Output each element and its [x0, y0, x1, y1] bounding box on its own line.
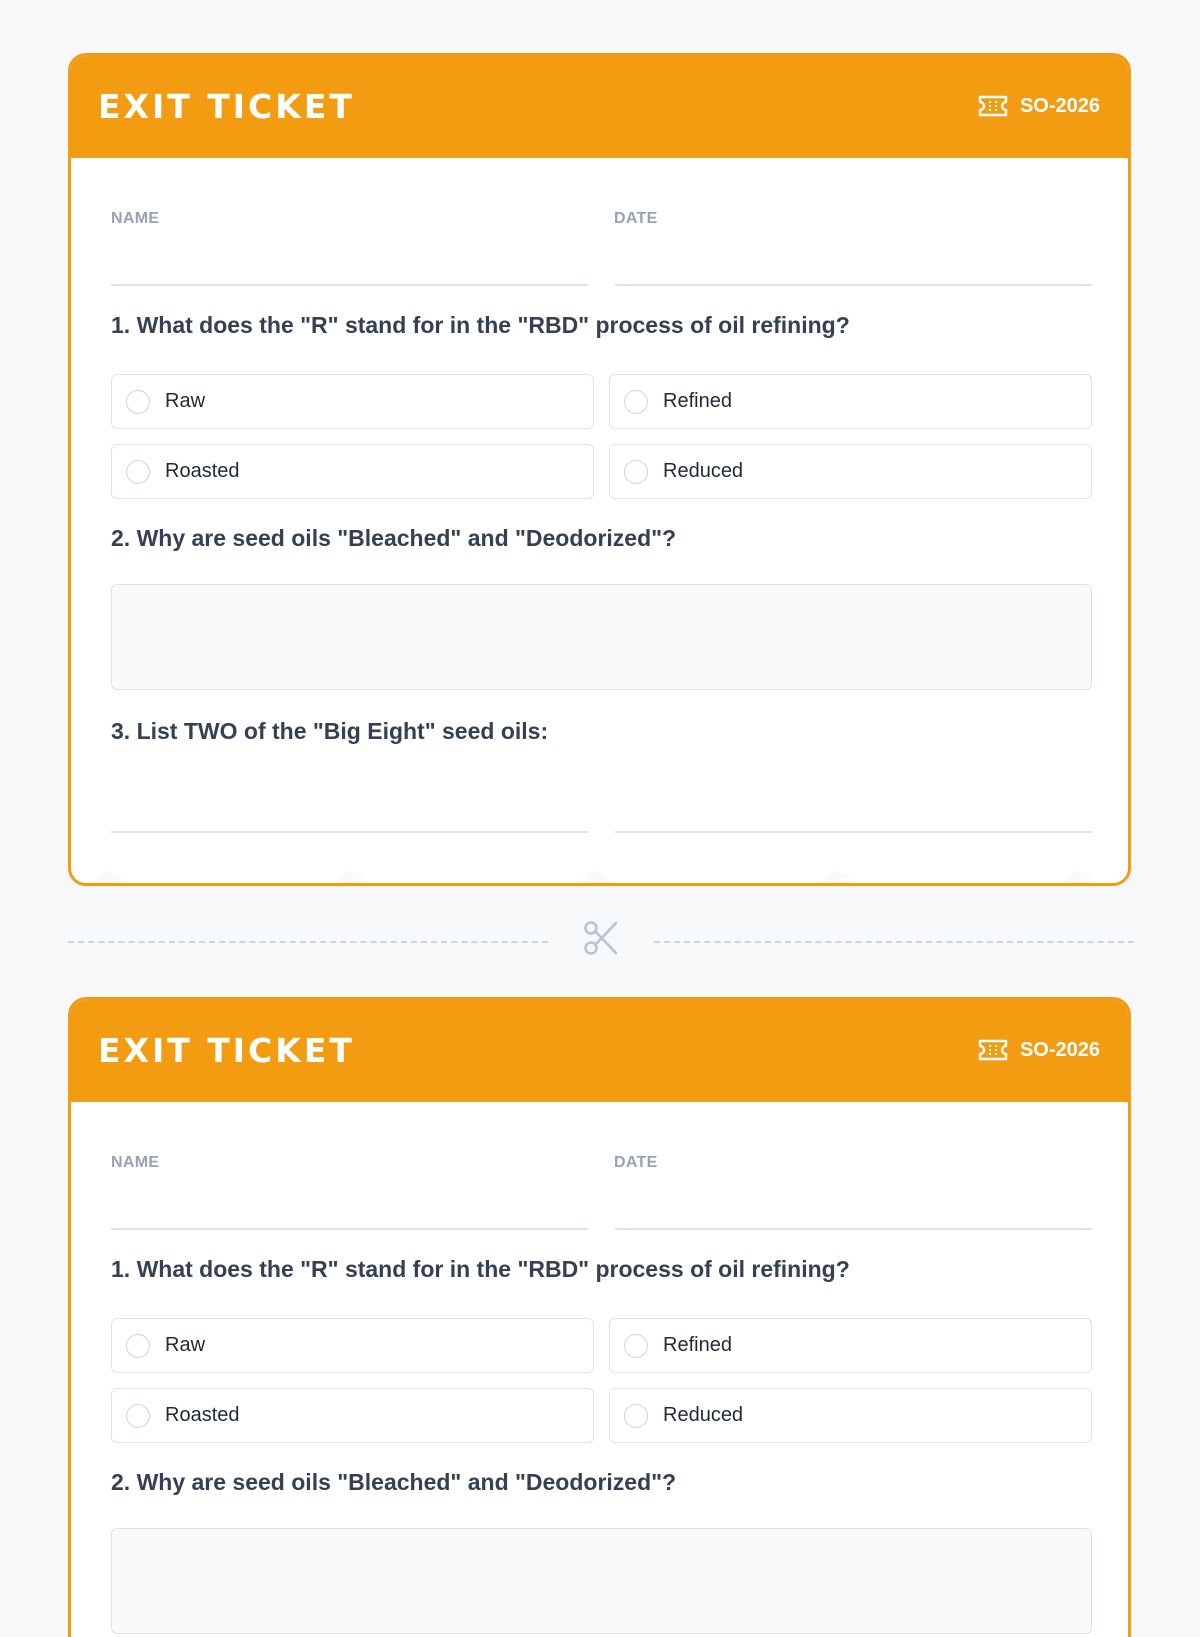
name-label: NAME — [111, 210, 160, 227]
ticket-code: SO-2026 — [1019, 1039, 1100, 1061]
ticket-code-badge — [978, 1038, 1100, 1062]
question-2: 2. Why are seed oils "Bleached" and "Deodorized"? — [111, 525, 677, 551]
option-label: Roasted — [165, 1404, 240, 1426]
ticket-code: SO-2026 — [1019, 95, 1100, 117]
answer-textarea[interactable] — [111, 584, 1092, 690]
name-label: NAME — [111, 1154, 160, 1171]
name-field[interactable] — [111, 284, 588, 286]
question-1: 1. What does the "R" stand for in the "RBD" process of oil refining? — [111, 1256, 850, 1282]
ticket-icon — [978, 1039, 1008, 1061]
ticket-title: EXIT TICKET — [98, 87, 355, 126]
radio-button[interactable] — [624, 460, 648, 484]
option-roasted[interactable] — [111, 1388, 594, 1443]
option-label: Reduced — [663, 1404, 744, 1426]
option-label: Raw — [165, 390, 206, 412]
option-label: Raw — [165, 1334, 206, 1356]
perforation-notch — [581, 871, 609, 886]
exit-ticket-1 — [68, 53, 1131, 886]
cut-line-right — [654, 941, 1134, 943]
radio-button[interactable] — [624, 1404, 648, 1428]
ticket-header — [71, 56, 1128, 158]
perforation-notch — [95, 871, 123, 886]
option-refined[interactable] — [609, 1318, 1092, 1373]
option-reduced[interactable] — [609, 1388, 1092, 1443]
perforation-notch — [1065, 871, 1093, 886]
date-label: DATE — [614, 1154, 658, 1171]
answer-textarea[interactable] — [111, 1528, 1092, 1634]
date-field[interactable] — [615, 284, 1092, 286]
radio-button[interactable] — [624, 390, 648, 414]
radio-button[interactable] — [624, 1334, 648, 1358]
option-label: Roasted — [165, 460, 240, 482]
exit-ticket-2 — [68, 997, 1131, 1637]
radio-button[interactable] — [126, 390, 150, 414]
question-3: 3. List TWO of the "Big Eight" seed oils: — [111, 718, 549, 744]
perforation-notch — [337, 871, 365, 886]
option-label: Reduced — [663, 460, 744, 482]
name-field[interactable] — [111, 1228, 588, 1230]
option-raw[interactable] — [111, 374, 594, 429]
ticket-header — [71, 1000, 1128, 1102]
date-field[interactable] — [615, 1228, 1092, 1230]
question-2: 2. Why are seed oils "Bleached" and "Deodorized"? — [111, 1469, 677, 1495]
option-refined[interactable] — [609, 374, 1092, 429]
option-label: Refined — [663, 390, 732, 412]
perforation-notch — [823, 871, 851, 886]
option-raw[interactable] — [111, 1318, 594, 1373]
option-reduced[interactable] — [609, 444, 1092, 499]
radio-button[interactable] — [126, 1404, 150, 1428]
option-roasted[interactable] — [111, 444, 594, 499]
option-label: Refined — [663, 1334, 732, 1356]
seed-oil-answer-1[interactable] — [111, 831, 588, 833]
seed-oil-answer-2[interactable] — [615, 831, 1092, 833]
scissors-icon — [582, 919, 618, 957]
radio-button[interactable] — [126, 1334, 150, 1358]
ticket-title: EXIT TICKET — [98, 1031, 355, 1070]
cut-line-left — [68, 941, 548, 943]
ticket-code-badge — [978, 94, 1100, 118]
date-label: DATE — [614, 210, 658, 227]
radio-button[interactable] — [126, 460, 150, 484]
question-1: 1. What does the "R" stand for in the "RBD" process of oil refining? — [111, 312, 850, 338]
ticket-icon — [978, 95, 1008, 117]
